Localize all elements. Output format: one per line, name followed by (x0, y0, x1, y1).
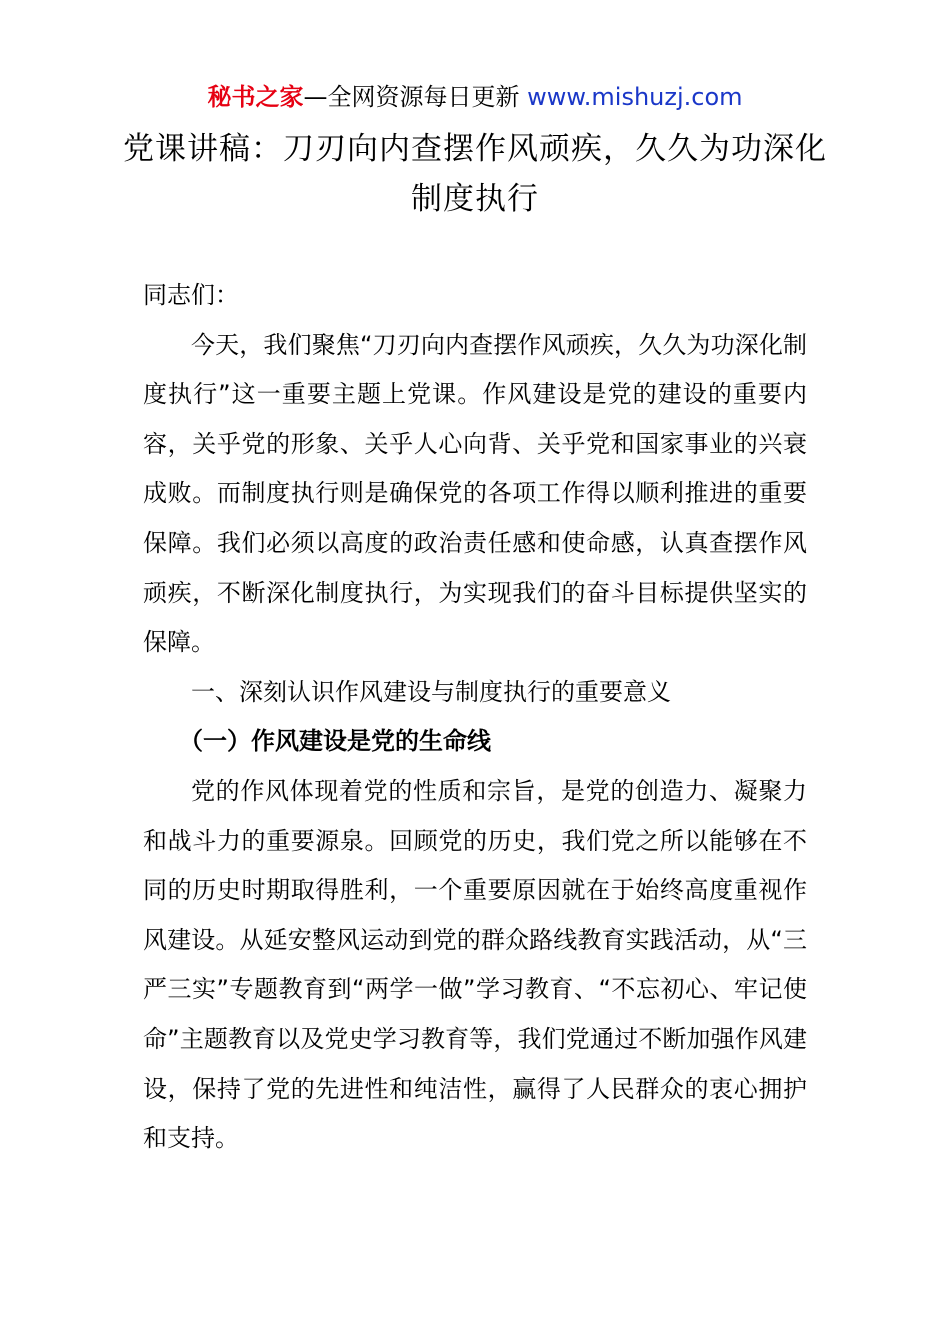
greeting: 同志们： (143, 281, 239, 309)
section-heading: 一、深刻认识作风建设与制度执行的重要意义 (191, 677, 671, 706)
site-banner (0, 80, 950, 114)
brand-name: 秘书之家 (207, 83, 304, 111)
website-link[interactable]: www.mishuzj.com (527, 83, 743, 111)
banner-slogan: —全网资源每日更新 (303, 83, 528, 111)
intro-paragraph: 今天，我们聚焦“刀刃向内查摆作风顽疾，久久为功深化制度执行”这一重要主题上党课。作风建设是党的建设的重要内容，关乎党的形象、关乎人心向背、关乎党和国家事业的兴衰成败。而制度执行则是确保党的各项工作得以顺利推进的重要保障。我们必须以高度的政治责任感和使命感，认真查摆作风顽疾，不断深化制度执行，为实现我们的奋斗目标提供坚实的保障。 (143, 330, 807, 657)
document-title: 党课讲稿：刀刃向内查摆作风顽疾，久久为功深化制度执行 (123, 131, 827, 217)
subsection-heading: （一）作风建设是党的生命线 (179, 727, 491, 756)
document-body (143, 271, 807, 1164)
body-paragraph: 党的作风体现着党的性质和宗旨，是党的创造力、凝聚力和战斗力的重要源泉。回顾党的历史，我们党之所以能够在不同的历史时期取得胜利，一个重要原因就在于始终高度重视作风建设。从延安整风运动到党的群众路线教育实践活动，从“三严三实”专题教育到“两学一做”学习教育、“不忘初心、牢记使命”主题教育以及党史学习教育等，我们党通过不断加强作风建设，保持了党的先进性和纯洁性，赢得了人民群众的衷心拥护和支持。 (143, 776, 807, 1153)
